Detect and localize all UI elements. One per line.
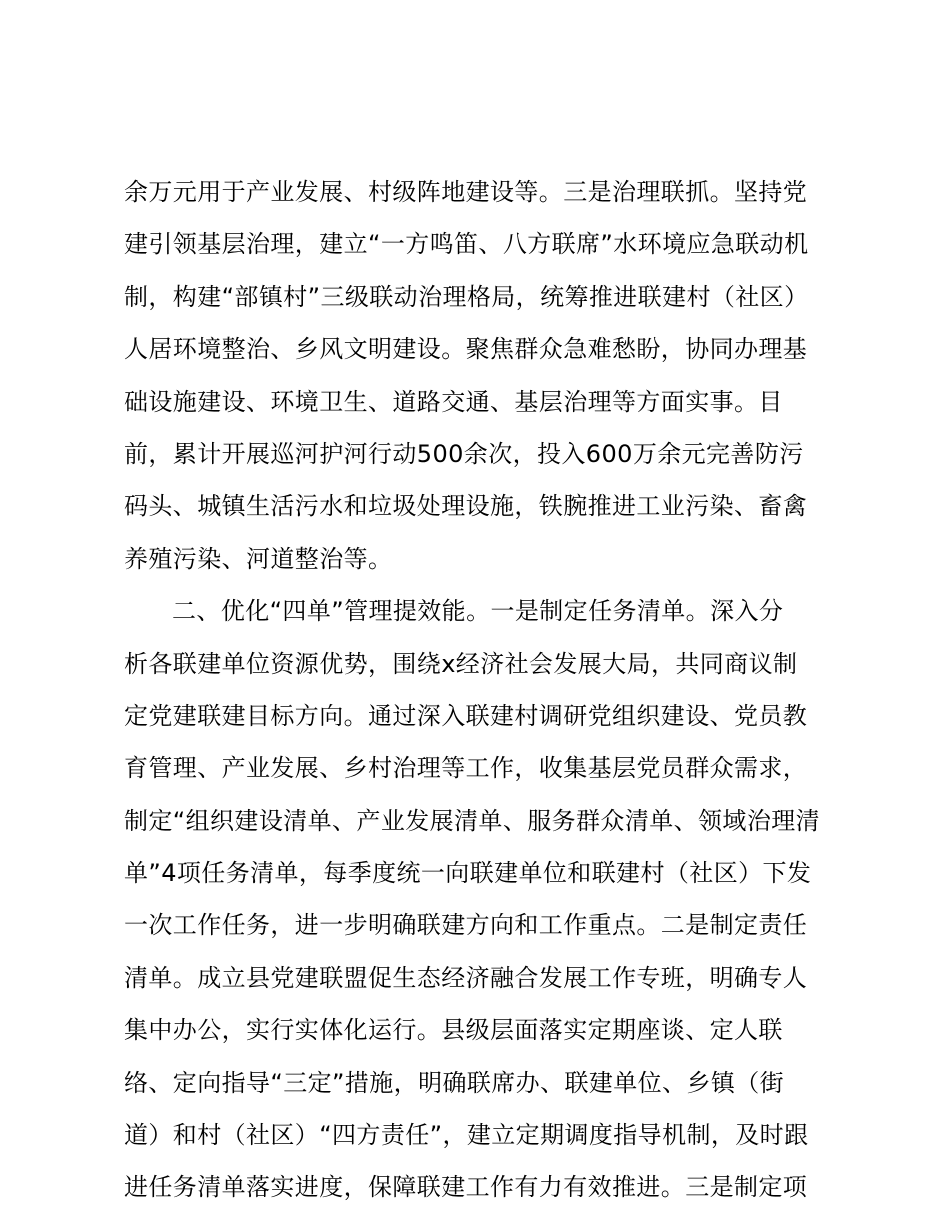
text-line: 码头、城镇生活污水和垃圾处理设施，铁腕推进工业污染、畜禽: [124, 492, 808, 521]
text-line: 络、定向指导“三定”措施，明确联席办、联建单位、乡镇（街: [124, 1068, 785, 1097]
text-line: 育管理、产业发展、乡村治理等工作，收集基层党员群众需求，: [124, 754, 808, 783]
text-line: 制定“组织建设清单、产业发展清单、服务群众清单、领域治理清: [124, 806, 821, 835]
text-line: 前，累计开展巡河护河行动500余次，投入600万余元完善防污: [124, 439, 804, 468]
text-line: 清单。成立县党建联盟促生态经济融合发展工作专班，明确专人: [124, 963, 808, 992]
text-line: 础设施建设、环境卫生、道路交通、基层治理等方面实事。目: [124, 387, 783, 416]
body-text: [124, 166, 844, 1214]
text-line: 单”4项任务清单，每季度统一向联建单位和联建村（社区）下发: [124, 859, 812, 888]
text-line: 人居环境整治、乡风文明建设。聚焦群众急难愁盼，协同办理基: [124, 335, 808, 364]
text-line: 制，构建“部镇村”三级联动治理格局，统筹推进联建村（社区）: [124, 282, 809, 311]
paragraph-heading-line: 二、优化“四单”管理提效能。一是制定任务清单。深入分: [172, 597, 784, 626]
text-line: 集中办公，实行实体化运行。县级层面落实定期座谈、定人联: [124, 1016, 783, 1045]
text-line: 一次工作任务，进一步明确联建方向和工作重点。二是制定责任: [124, 911, 808, 940]
text-line: 建引领基层治理，建立“一方鸣笛、八方联席”水环境应急联动机: [124, 230, 809, 259]
text-line: 进任务清单落实进度，保障联建工作有力有效推进。三是制定项: [124, 1173, 808, 1202]
text-line: 道）和村（社区）“四方责任”，建立定期调度指导机制，及时跟: [124, 1121, 809, 1150]
text-line: 养殖污染、河道整治等。: [124, 544, 393, 573]
text-line: 余万元用于产业发展、村级阵地建设等。三是治理联抓。坚持党: [124, 178, 808, 206]
text-line: 定党建联建目标方向。通过深入联建村调研党组织建设、党员教: [124, 701, 808, 730]
text-line: 析各联建单位资源优势，围绕x经济社会发展大局，共同商议制: [124, 649, 798, 678]
